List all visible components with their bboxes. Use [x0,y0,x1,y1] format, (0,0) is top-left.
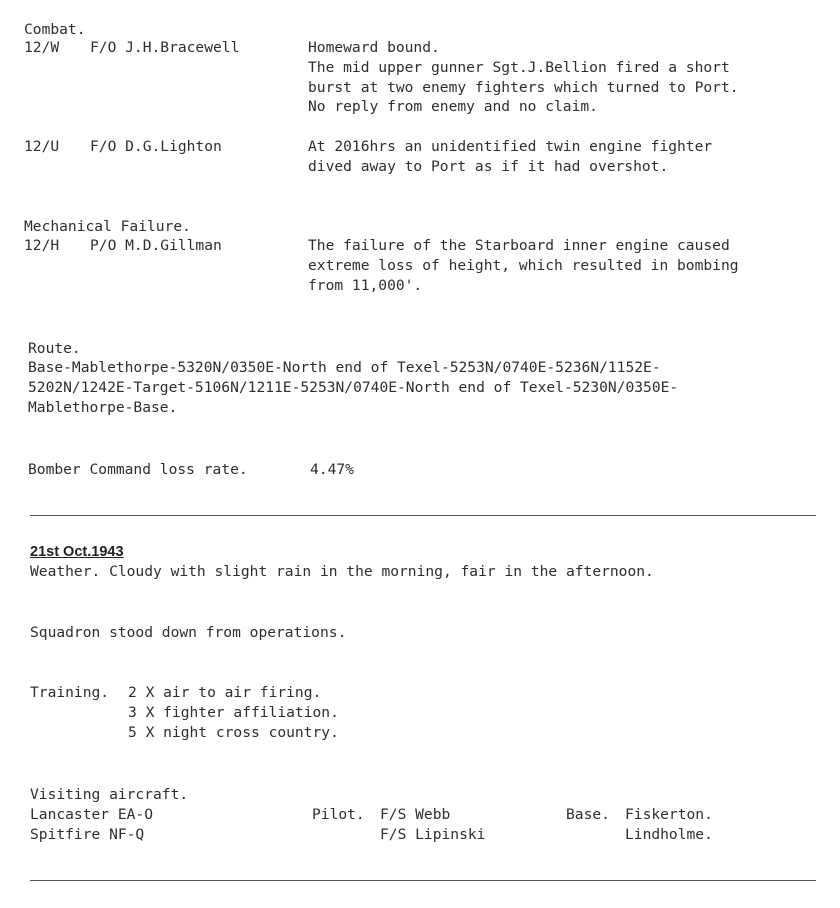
route-heading: Route. [28,340,81,357]
combat-crew-1: F/O J.H.Bracewell [90,39,240,56]
visiting-pilot-1: F/S Webb [380,806,451,823]
combat-crew-2: F/O D.G.Lighton [90,138,222,155]
operations-status: Squadron stood down from operations. [30,624,347,641]
combat-text-1-line-2: The mid upper gunner Sgt.J.Bellion fired a short [308,59,730,76]
route-line-3: Mablethorpe-Base. [28,399,178,416]
section-divider-top [30,515,816,516]
visiting-aircraft-1: Lancaster EA-O [30,806,154,823]
training-line-1: 2 X air to air firing. [128,684,322,701]
combat-text-1-line-3: burst at two enemy fighters which turned to Port. [308,79,739,96]
visiting-base-1: Fiskerton. [625,806,713,823]
training-line-2: 3 X fighter affiliation. [128,704,339,721]
loss-rate-value: 4.47% [310,461,354,478]
entry-date: 21st Oct.1943 [30,544,124,560]
combat-text-1-line-4: No reply from enemy and no claim. [308,98,598,115]
combat-text-1-line-1: Homeward bound. [308,39,440,56]
visiting-pilot-label: Pilot. [312,806,365,823]
mechanical-heading: Mechanical Failure. [24,218,191,235]
combat-text-2-line-2: dived away to Port as if it had overshot. [308,158,669,175]
training-label: Training. [30,684,110,701]
mechanical-text-line-2: extreme loss of height, which resulted in bombing [308,257,739,274]
visiting-aircraft-2: Spitfire NF-Q [30,826,145,843]
visiting-pilot-2: F/S Lipinski [380,826,486,843]
combat-text-2-line-1: At 2016hrs an unidentified twin engine fighter [308,138,713,155]
section-divider-bottom [30,880,816,881]
mechanical-crew: P/O M.D.Gillman [90,237,222,254]
mechanical-aircraft: 12/H [24,237,60,254]
mechanical-text-line-1: The failure of the Starboard inner engine caused [308,237,730,254]
combat-aircraft-1: 12/W [24,39,60,56]
route-line-2: 5202N/1242E-Target-5106N/1211E-5253N/0740E-North end of Texel-5230N/0350E- [28,379,679,396]
combat-heading: Combat. [24,21,86,38]
weather-line: Weather. Cloudy with slight rain in the morning, fair in the afternoon. [30,563,654,580]
visiting-heading: Visiting aircraft. [30,786,189,803]
mechanical-text-line-3: from 11,000'. [308,277,423,294]
loss-rate-label: Bomber Command loss rate. [28,461,248,478]
training-line-3: 5 X night cross country. [128,724,339,741]
visiting-base-2: Lindholme. [625,826,713,843]
visiting-base-label: Base. [566,806,610,823]
combat-aircraft-2: 12/U [24,138,60,155]
route-line-1: Base-Mablethorpe-5320N/0350E-North end of Texel-5253N/0740E-5236N/1152E- [28,359,661,376]
